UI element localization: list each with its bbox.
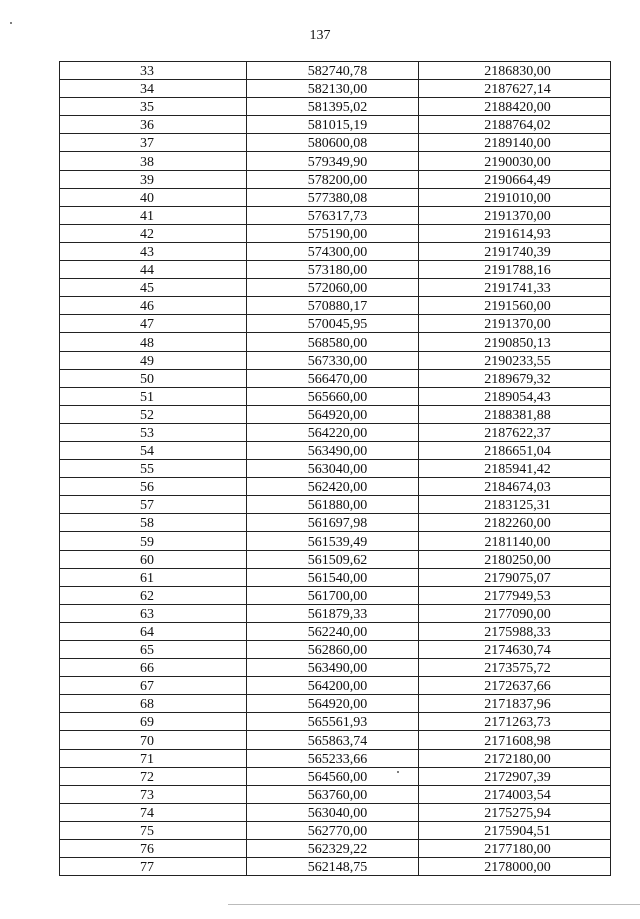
x-coordinate-cell: 563040,00 (247, 460, 419, 478)
point-number-cell: 63 (60, 604, 247, 622)
y-coordinate-cell: 2191010,00 (419, 188, 611, 206)
x-coordinate-cell: 577380,08 (247, 188, 419, 206)
y-coordinate-cell: 2181140,00 (419, 532, 611, 550)
y-coordinate-cell: 2191740,39 (419, 242, 611, 260)
y-coordinate-cell: 2174003,54 (419, 785, 611, 803)
x-coordinate-cell: 582130,00 (247, 80, 419, 98)
y-coordinate-cell: 2190664,49 (419, 170, 611, 188)
x-coordinate-cell: 567330,00 (247, 351, 419, 369)
x-coordinate-cell: 563490,00 (247, 659, 419, 677)
table-row (60, 478, 611, 496)
scan-speck (10, 22, 12, 24)
table-row (60, 62, 611, 80)
table-row (60, 659, 611, 677)
point-number-cell: 48 (60, 333, 247, 351)
x-coordinate-cell: 574300,00 (247, 242, 419, 260)
table-row (60, 98, 611, 116)
table-row (60, 532, 611, 550)
table-row (60, 224, 611, 242)
x-coordinate-cell: 565863,74 (247, 731, 419, 749)
x-coordinate-cell: 561509,62 (247, 550, 419, 568)
y-coordinate-cell: 2191788,16 (419, 261, 611, 279)
table-row (60, 568, 611, 586)
coordinates-table (59, 61, 611, 876)
x-coordinate-cell: 564200,00 (247, 677, 419, 695)
table-row (60, 188, 611, 206)
scan-edge-line (228, 904, 640, 905)
table-row (60, 152, 611, 170)
point-number-cell: 41 (60, 206, 247, 224)
point-number-cell: 42 (60, 224, 247, 242)
table-row (60, 405, 611, 423)
x-coordinate-cell: 565660,00 (247, 387, 419, 405)
point-number-cell: 64 (60, 622, 247, 640)
table-row (60, 351, 611, 369)
y-coordinate-cell: 2177949,53 (419, 586, 611, 604)
y-coordinate-cell: 2171837,96 (419, 695, 611, 713)
table-row (60, 604, 611, 622)
point-number-cell: 60 (60, 550, 247, 568)
y-coordinate-cell: 2191370,00 (419, 206, 611, 224)
table-row (60, 767, 611, 785)
point-number-cell: 51 (60, 387, 247, 405)
point-number-cell: 77 (60, 858, 247, 876)
x-coordinate-cell: 566470,00 (247, 369, 419, 387)
x-coordinate-cell: 565233,66 (247, 749, 419, 767)
x-coordinate-cell: 575190,00 (247, 224, 419, 242)
y-coordinate-cell: 2191560,00 (419, 297, 611, 315)
point-number-cell: 45 (60, 279, 247, 297)
table-row (60, 80, 611, 98)
table-row (60, 731, 611, 749)
point-number-cell: 34 (60, 80, 247, 98)
y-coordinate-cell: 2180250,00 (419, 550, 611, 568)
x-coordinate-cell: 562860,00 (247, 641, 419, 659)
y-coordinate-cell: 2172637,66 (419, 677, 611, 695)
point-number-cell: 73 (60, 785, 247, 803)
table-row (60, 496, 611, 514)
x-coordinate-cell: 570045,95 (247, 315, 419, 333)
scan-speck (397, 771, 399, 773)
x-coordinate-cell: 562770,00 (247, 821, 419, 839)
y-coordinate-cell: 2178000,00 (419, 858, 611, 876)
x-coordinate-cell: 579349,90 (247, 152, 419, 170)
table-row (60, 713, 611, 731)
y-coordinate-cell: 2187627,14 (419, 80, 611, 98)
point-number-cell: 76 (60, 840, 247, 858)
x-coordinate-cell: 562420,00 (247, 478, 419, 496)
point-number-cell: 43 (60, 242, 247, 260)
point-number-cell: 35 (60, 98, 247, 116)
y-coordinate-cell: 2186651,04 (419, 441, 611, 459)
y-coordinate-cell: 2173575,72 (419, 659, 611, 677)
y-coordinate-cell: 2171608,98 (419, 731, 611, 749)
table-row (60, 170, 611, 188)
x-coordinate-cell: 563490,00 (247, 441, 419, 459)
x-coordinate-cell: 561539,49 (247, 532, 419, 550)
y-coordinate-cell: 2177180,00 (419, 840, 611, 858)
point-number-cell: 46 (60, 297, 247, 315)
y-coordinate-cell: 2175275,94 (419, 803, 611, 821)
y-coordinate-cell: 2185941,42 (419, 460, 611, 478)
table-row (60, 695, 611, 713)
y-coordinate-cell: 2182260,00 (419, 514, 611, 532)
point-number-cell: 50 (60, 369, 247, 387)
y-coordinate-cell: 2189054,43 (419, 387, 611, 405)
point-number-cell: 52 (60, 405, 247, 423)
y-coordinate-cell: 2190030,00 (419, 152, 611, 170)
table-row (60, 785, 611, 803)
point-number-cell: 54 (60, 441, 247, 459)
x-coordinate-cell: 561700,00 (247, 586, 419, 604)
y-coordinate-cell: 2187622,37 (419, 423, 611, 441)
point-number-cell: 75 (60, 821, 247, 839)
y-coordinate-cell: 2191741,33 (419, 279, 611, 297)
x-coordinate-cell: 561540,00 (247, 568, 419, 586)
point-number-cell: 49 (60, 351, 247, 369)
y-coordinate-cell: 2172180,00 (419, 749, 611, 767)
y-coordinate-cell: 2188420,00 (419, 98, 611, 116)
table-row (60, 279, 611, 297)
point-number-cell: 57 (60, 496, 247, 514)
table-row (60, 423, 611, 441)
y-coordinate-cell: 2191370,00 (419, 315, 611, 333)
x-coordinate-cell: 563040,00 (247, 803, 419, 821)
point-number-cell: 55 (60, 460, 247, 478)
x-coordinate-cell: 568580,00 (247, 333, 419, 351)
x-coordinate-cell: 561697,98 (247, 514, 419, 532)
x-coordinate-cell: 561879,33 (247, 604, 419, 622)
table-row (60, 261, 611, 279)
x-coordinate-cell: 582740,78 (247, 62, 419, 80)
table-row (60, 622, 611, 640)
x-coordinate-cell: 581395,02 (247, 98, 419, 116)
table-row (60, 514, 611, 532)
y-coordinate-cell: 2190850,13 (419, 333, 611, 351)
y-coordinate-cell: 2188381,88 (419, 405, 611, 423)
x-coordinate-cell: 563760,00 (247, 785, 419, 803)
point-number-cell: 65 (60, 641, 247, 659)
table-row (60, 821, 611, 839)
point-number-cell: 44 (60, 261, 247, 279)
x-coordinate-cell: 562148,75 (247, 858, 419, 876)
page-number: 137 (309, 28, 331, 43)
point-number-cell: 61 (60, 568, 247, 586)
table-row (60, 460, 611, 478)
point-number-cell: 39 (60, 170, 247, 188)
x-coordinate-cell: 580600,08 (247, 134, 419, 152)
table-row (60, 297, 611, 315)
x-coordinate-cell: 564560,00 (247, 767, 419, 785)
table-row (60, 586, 611, 604)
table-row (60, 803, 611, 821)
table-row (60, 333, 611, 351)
x-coordinate-cell: 564920,00 (247, 695, 419, 713)
point-number-cell: 47 (60, 315, 247, 333)
y-coordinate-cell: 2179075,07 (419, 568, 611, 586)
table-row (60, 840, 611, 858)
point-number-cell: 74 (60, 803, 247, 821)
point-number-cell: 59 (60, 532, 247, 550)
point-number-cell: 33 (60, 62, 247, 80)
table-row (60, 441, 611, 459)
y-coordinate-cell: 2190233,55 (419, 351, 611, 369)
point-number-cell: 70 (60, 731, 247, 749)
table-row (60, 116, 611, 134)
y-coordinate-cell: 2189679,32 (419, 369, 611, 387)
point-number-cell: 40 (60, 188, 247, 206)
y-coordinate-cell: 2186830,00 (419, 62, 611, 80)
x-coordinate-cell: 578200,00 (247, 170, 419, 188)
table-row (60, 641, 611, 659)
table-row (60, 677, 611, 695)
table-row (60, 206, 611, 224)
table-row (60, 134, 611, 152)
x-coordinate-cell: 564220,00 (247, 423, 419, 441)
table-row (60, 550, 611, 568)
point-number-cell: 37 (60, 134, 247, 152)
point-number-cell: 53 (60, 423, 247, 441)
point-number-cell: 71 (60, 749, 247, 767)
x-coordinate-cell: 581015,19 (247, 116, 419, 134)
x-coordinate-cell: 565561,93 (247, 713, 419, 731)
point-number-cell: 66 (60, 659, 247, 677)
y-coordinate-cell: 2177090,00 (419, 604, 611, 622)
point-number-cell: 36 (60, 116, 247, 134)
table-row (60, 749, 611, 767)
x-coordinate-cell: 576317,73 (247, 206, 419, 224)
point-number-cell: 68 (60, 695, 247, 713)
x-coordinate-cell: 572060,00 (247, 279, 419, 297)
y-coordinate-cell: 2172907,39 (419, 767, 611, 785)
x-coordinate-cell: 573180,00 (247, 261, 419, 279)
point-number-cell: 72 (60, 767, 247, 785)
point-number-cell: 58 (60, 514, 247, 532)
x-coordinate-cell: 562329,22 (247, 840, 419, 858)
x-coordinate-cell: 562240,00 (247, 622, 419, 640)
point-number-cell: 38 (60, 152, 247, 170)
table-body (60, 62, 611, 876)
table-row (60, 369, 611, 387)
table-row (60, 315, 611, 333)
x-coordinate-cell: 570880,17 (247, 297, 419, 315)
y-coordinate-cell: 2189140,00 (419, 134, 611, 152)
table-row (60, 387, 611, 405)
y-coordinate-cell: 2191614,93 (419, 224, 611, 242)
y-coordinate-cell: 2171263,73 (419, 713, 611, 731)
x-coordinate-cell: 561880,00 (247, 496, 419, 514)
y-coordinate-cell: 2183125,31 (419, 496, 611, 514)
y-coordinate-cell: 2175988,33 (419, 622, 611, 640)
point-number-cell: 62 (60, 586, 247, 604)
table-row (60, 858, 611, 876)
point-number-cell: 56 (60, 478, 247, 496)
point-number-cell: 69 (60, 713, 247, 731)
y-coordinate-cell: 2174630,74 (419, 641, 611, 659)
y-coordinate-cell: 2184674,03 (419, 478, 611, 496)
table-row (60, 242, 611, 260)
point-number-cell: 67 (60, 677, 247, 695)
y-coordinate-cell: 2175904,51 (419, 821, 611, 839)
y-coordinate-cell: 2188764,02 (419, 116, 611, 134)
x-coordinate-cell: 564920,00 (247, 405, 419, 423)
